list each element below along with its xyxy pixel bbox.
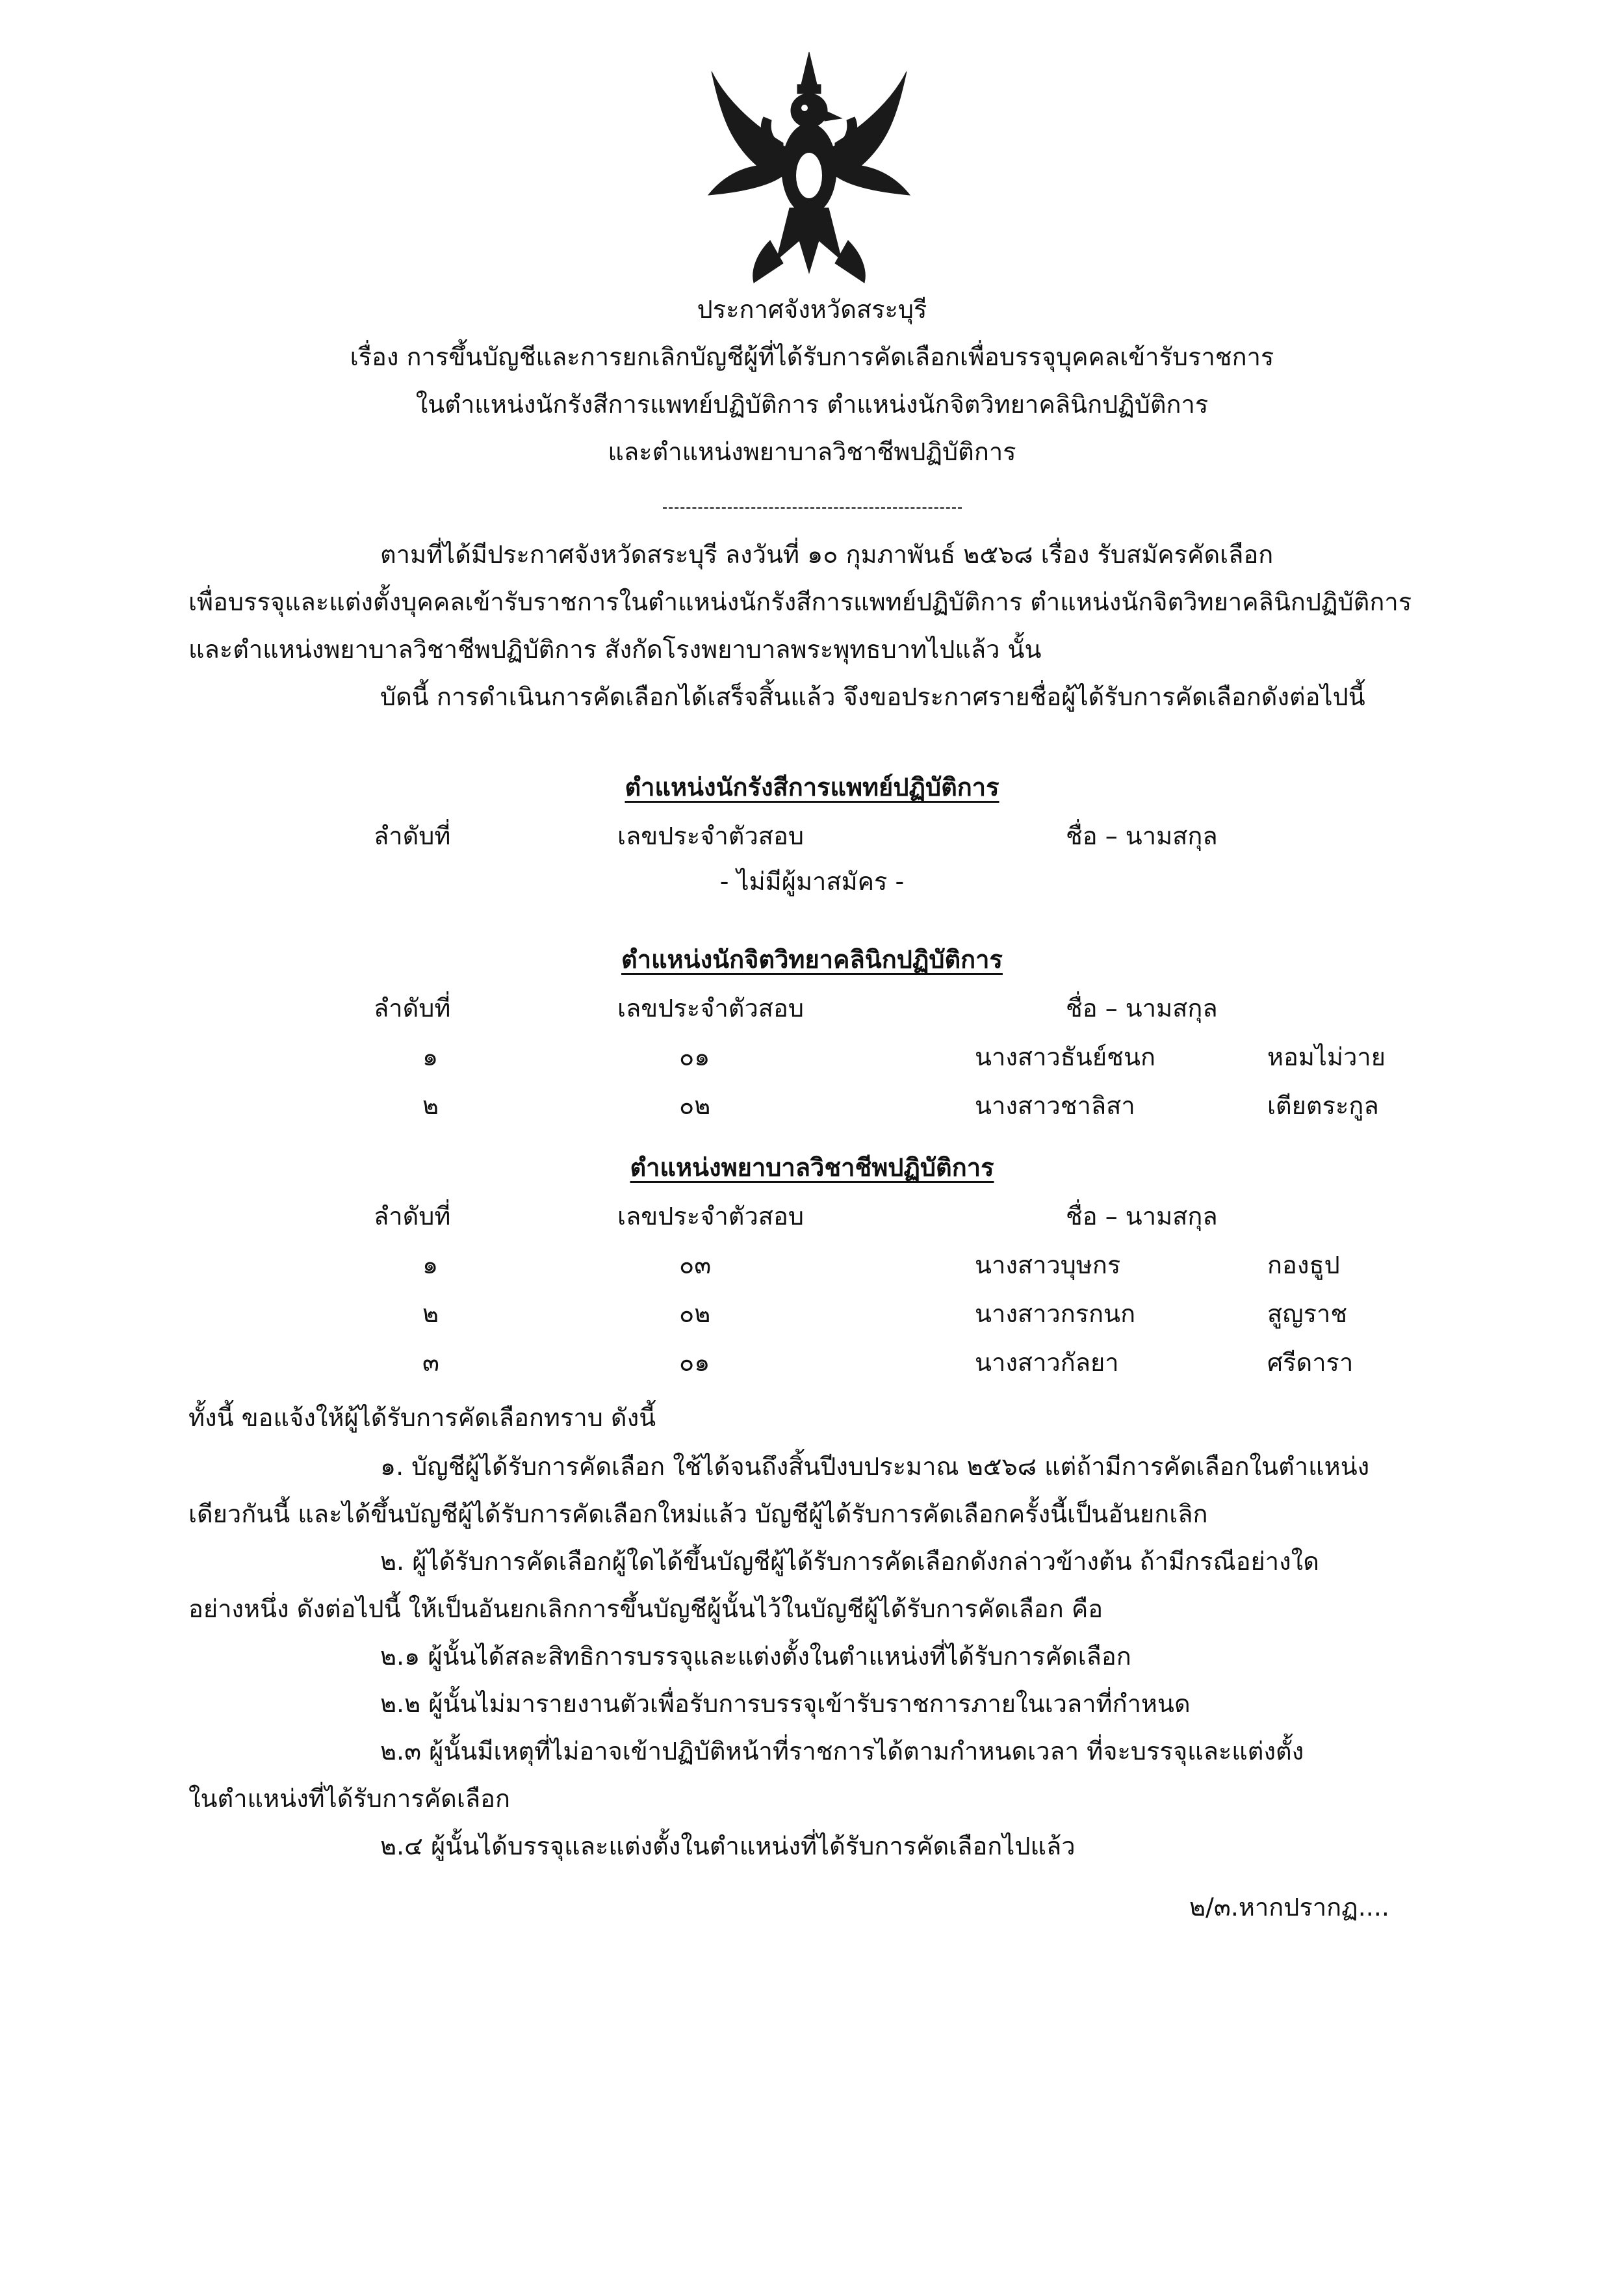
col-exam-id-header: เลขประจำตัวสอบ [617,994,804,1022]
row-order: ๒ [422,1091,439,1120]
row-first-name: นางสาวชาลิสา [975,1091,1135,1120]
col-order-header: ลำดับที่ [374,822,451,850]
intro-line-4: บัดนี้ การดำเนินการคัดเลือกได้เสร็จสิ้นแล้ว จึงขอประกาศรายชื่อผู้ได้รับการคัดเลือกดังต่อไปนี้ [380,683,1365,711]
section-title-radiology: ตำแหน่งนักรังสีการแพทย์ปฏิบัติการ [625,773,999,801]
garuda-emblem [686,46,933,293]
row-last-name: ศรีดารา [1267,1348,1354,1377]
condition-2-1: ๒.๑ ผู้นั้นได้สละสิทธิการบรรจุและแต่งตั้งในตำแหน่งที่ได้รับการคัดเลือก [380,1642,1131,1671]
row-exam-id: ๐๑ [679,1043,710,1071]
row-first-name: นางสาวธันย์ชนก [975,1043,1155,1071]
row-last-name: สูญราช [1267,1299,1348,1328]
row-exam-id: ๐๒ [679,1299,711,1328]
row-order: ๑ [422,1251,439,1279]
row-exam-id: ๐๓ [679,1251,712,1279]
condition-1-line-2: เดียวกันนี้ และได้ขึ้นบัญชีผู้ได้รับการคัดเลือกใหม่แล้ว บัญชีผู้ได้รับการคัดเลือกครั้งนี้เป็นอันยกเลิก [188,1500,1208,1528]
col-name-header: ชื่อ – นามสกุล [1066,1202,1218,1231]
condition-2-2: ๒.๒ ผู้นั้นไม่มารายงานตัวเพื่อรับการบรรจุเข้ารับราชการภายในเวลาที่กำหนด [380,1689,1191,1718]
section-title-clinical-psychology: ตำแหน่งนักจิตวิทยาคลินิกปฏิบัติการ [621,945,1003,974]
col-order-header: ลำดับที่ [374,994,451,1022]
col-name-header: ชื่อ – นามสกุล [1066,822,1218,850]
announcement-title: ประกาศจังหวัดสระบุรี [697,295,927,324]
divider [663,507,962,509]
row-order: ๓ [422,1348,439,1377]
condition-2-4: ๒.๔ ผู้นั้นได้บรรจุและแต่งตั้งในตำแหน่งที่ได้รับการคัดเลือกไปแล้ว [380,1832,1076,1860]
row-last-name: เตียตระกูล [1267,1091,1379,1120]
row-order: ๒ [422,1299,439,1328]
page-continuation: ๒/๓.หากปรากฏ.... [1189,1893,1390,1921]
intro-line-1: ตามที่ได้มีประกาศจังหวัดสระบุรี ลงวันที่ ๑๐ กุมภาพันธ์ ๒๕๖๘ เรื่อง รับสมัครคัดเลือก [380,540,1274,569]
condition-1-line-1: ๑. บัญชีผู้ได้รับการคัดเลือก ใช้ได้จนถึงสิ้นปีงบประมาณ ๒๕๖๘ แต่ถ้ามีการคัดเลือกในตำแหน่ง [380,1452,1370,1481]
row-order: ๑ [422,1043,439,1071]
no-applicants-note: - ไม่มีผู้มาสมัคร - [719,867,905,896]
col-name-header: ชื่อ – นามสกุล [1066,994,1218,1022]
row-exam-id: ๐๒ [679,1091,711,1120]
intro-line-2: เพื่อบรรจุและแต่งตั้งบุคคลเข้ารับราชการในตำแหน่งนักรังสีการแพทย์ปฏิบัติการ ตำแหน่งนักจิตวิทยาคลินิกปฏิบัติการ [188,588,1412,616]
row-last-name: หอมไม่วาย [1267,1043,1386,1071]
condition-2-3-line-2: ในตำแหน่งที่ได้รับการคัดเลือก [188,1784,510,1813]
condition-2-line-1: ๒. ผู้ได้รับการคัดเลือกผู้ใดได้ขึ้นบัญชีผู้ได้รับการคัดเลือกดังกล่าวข้างต้น ถ้ามีกรณีอย่างใด [380,1547,1319,1576]
row-first-name: นางสาวกัลยา [975,1348,1119,1377]
row-first-name: นางสาวกรกนก [975,1299,1136,1328]
row-last-name: กองธูป [1267,1251,1340,1279]
subject-line: เรื่อง การขึ้นบัญชีและการยกเลิกบัญชีผู้ที่ได้รับการคัดเลือกเพื่อบรรจุบุคคลเข้ารับราชการ [350,343,1274,371]
subject-line-3: และตำแหน่งพยาบาลวิชาชีพปฏิบัติการ [608,437,1016,466]
col-order-header: ลำดับที่ [374,1202,451,1231]
condition-2-3-line-1: ๒.๓ ผู้นั้นมีเหตุที่ไม่อาจเข้าปฏิบัติหน้าที่ราชการได้ตามกำหนดเวลา ที่จะบรรจุและแต่งตั้ง [380,1737,1304,1765]
col-exam-id-header: เลขประจำตัวสอบ [617,822,804,850]
section-title-nursing: ตำแหน่งพยาบาลวิชาชีพปฏิบัติการ [630,1153,994,1182]
col-exam-id-header: เลขประจำตัวสอบ [617,1202,804,1231]
intro-line-3: และตำแหน่งพยาบาลวิชาชีพปฏิบัติการ สังกัดโรงพยาบาลพระพุทธบาทไปแล้ว นั้น [188,635,1042,664]
subject-line-2: ในตำแหน่งนักรังสีการแพทย์ปฏิบัติการ ตำแหน่งนักจิตวิทยาคลินิกปฏิบัติการ [415,390,1209,419]
row-first-name: นางสาวบุษกร [975,1251,1121,1279]
conditions-intro: ทั้งนี้ ขอแจ้งให้ผู้ได้รับการคัดเลือกทราบ ดังนี้ [188,1403,656,1432]
condition-2-line-2: อย่างหนึ่ง ดังต่อไปนี้ ให้เป็นอันยกเลิกการขึ้นบัญชีผู้นั้นไว้ในบัญชีผู้ได้รับการคัดเลือก คือ [188,1595,1103,1623]
row-exam-id: ๐๑ [679,1348,710,1377]
